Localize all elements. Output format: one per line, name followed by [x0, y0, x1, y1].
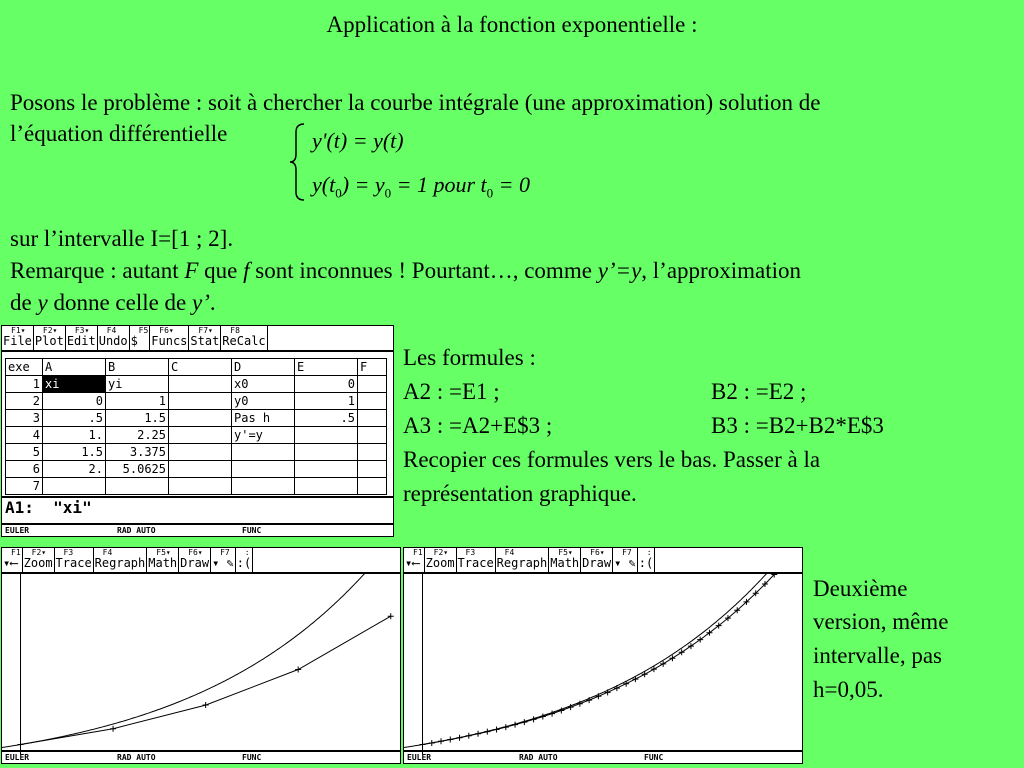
- formula-a3: A3 : =A2+E$3 ;: [403, 413, 553, 438]
- row-number: 2: [6, 393, 43, 410]
- cell[interactable]: x0: [232, 376, 295, 393]
- il3-a: de: [10, 290, 38, 315]
- formulas-heading: Les formules :: [403, 345, 536, 370]
- status-bar: [2, 750, 400, 763]
- menu-tools[interactable]: [2, 548, 23, 572]
- euler-point: [614, 685, 620, 691]
- menu-key: F6▾: [188, 548, 203, 557]
- cell[interactable]: [295, 461, 358, 478]
- col-header[interactable]: F: [358, 359, 387, 376]
- spreadsheet-screen: [1, 325, 394, 537]
- intro-line-2: l’équation différentielle: [10, 121, 228, 146]
- menu-key: F3: [63, 548, 74, 557]
- copy-line-1: Recopier ces formules vers le bas. Passer à la: [403, 447, 821, 472]
- page-title: Application à la fonction exponentielle :: [326, 12, 698, 37]
- euler-point: [110, 726, 116, 732]
- cell[interactable]: [358, 461, 387, 478]
- euler-point: [295, 667, 301, 673]
- plot-area-2: [404, 574, 802, 754]
- menu-edit[interactable]: [66, 326, 98, 350]
- copy-line-2: représentation graphique.: [403, 481, 637, 506]
- table-row: [6, 478, 387, 495]
- menu-math[interactable]: [147, 548, 179, 572]
- cell[interactable]: [232, 444, 295, 461]
- spreadsheet-menubar: [2, 326, 393, 352]
- menu-pencil[interactable]: [613, 548, 638, 572]
- second-version-line-3: intervalle, pas: [813, 643, 943, 668]
- cell[interactable]: yi: [106, 376, 169, 393]
- eq2-sub0: 0: [335, 185, 342, 201]
- il2-F: F: [184, 258, 199, 283]
- col-header[interactable]: E: [295, 359, 358, 376]
- cell[interactable]: [106, 478, 169, 495]
- cell[interactable]: 1: [106, 393, 169, 410]
- cell[interactable]: [358, 410, 387, 427]
- il3-c: .: [209, 290, 216, 315]
- menu-key: :: [244, 548, 250, 557]
- menu-label: Zoom: [425, 556, 455, 570]
- intro-line-1: Posons le problème : soit à chercher la courbe intégrale (une approximation) solution de: [10, 90, 821, 115]
- cell[interactable]: 1.: [43, 427, 106, 444]
- col-header[interactable]: D: [232, 359, 295, 376]
- status-mode: EULER: [5, 526, 30, 535]
- cell[interactable]: [295, 427, 358, 444]
- euler-point: [503, 724, 509, 730]
- menu-zoom[interactable]: [425, 548, 457, 572]
- menu-draw[interactable]: [179, 548, 211, 572]
- table-row: [6, 410, 387, 427]
- menu-label: Edit: [66, 334, 96, 348]
- menu-tools[interactable]: [404, 548, 425, 572]
- menu-key: F4: [504, 548, 515, 557]
- cell[interactable]: [169, 461, 232, 478]
- row-number: 7: [6, 478, 43, 495]
- graph-screen-1: [1, 547, 401, 764]
- menu-label: ▾ ✎: [614, 556, 636, 570]
- graph-menubar: [2, 548, 400, 574]
- eq2-rest: = 1 pour t: [391, 172, 487, 197]
- row-number: 6: [6, 461, 43, 478]
- il2-c: sont inconnues ! Pourtant…, comme: [249, 258, 598, 283]
- euler-point: [447, 737, 453, 743]
- menu-file[interactable]: [2, 326, 34, 350]
- cell[interactable]: [295, 444, 358, 461]
- cell[interactable]: Pas h: [232, 410, 295, 427]
- cell[interactable]: 3.375: [106, 444, 169, 461]
- euler-point: [531, 716, 537, 722]
- menu-key: :: [646, 548, 652, 557]
- menu-key: F4: [102, 548, 113, 557]
- cell[interactable]: 2.: [43, 461, 106, 478]
- menu-pencil[interactable]: [211, 548, 236, 572]
- cell[interactable]: 1.5: [43, 444, 106, 461]
- cell[interactable]: 1: [295, 393, 358, 410]
- row-number: 5: [6, 444, 43, 461]
- row-number: 3: [6, 410, 43, 427]
- cell[interactable]: [43, 478, 106, 495]
- col-header[interactable]: C: [169, 359, 232, 376]
- menu-key: F6▾: [590, 548, 605, 557]
- menu-draw[interactable]: [581, 548, 613, 572]
- plot-area-1: [2, 574, 400, 754]
- menu-label: Undo: [98, 334, 128, 348]
- menu-key: F4: [106, 326, 117, 335]
- menu-label: Stat: [190, 334, 220, 348]
- menu-trace[interactable]: [457, 548, 496, 572]
- menu-label: Funcs: [151, 334, 188, 348]
- status-angle: RAD AUTO: [117, 753, 156, 762]
- system-brace: [288, 122, 308, 202]
- graph-menubar: [404, 548, 802, 574]
- cell[interactable]: 0: [295, 376, 358, 393]
- euler-point: [429, 740, 435, 746]
- eq2-y: y(t: [312, 172, 336, 197]
- row-number: 1: [6, 376, 43, 393]
- cell[interactable]: .5: [43, 410, 106, 427]
- menu-label: Math: [550, 556, 580, 570]
- euler-point: [203, 702, 209, 708]
- menu-label: ▾ ✎: [212, 556, 234, 570]
- eq2-end: = 0: [493, 172, 531, 197]
- table-row: [6, 461, 387, 478]
- menu-label: Trace: [457, 556, 494, 570]
- cell[interactable]: y'=y: [232, 427, 295, 444]
- il3-b: donne celle de: [47, 290, 193, 315]
- menu-trace[interactable]: [55, 548, 94, 572]
- menu-label: File: [3, 334, 32, 348]
- euler-point: [512, 722, 518, 728]
- cell[interactable]: [169, 427, 232, 444]
- menu-recalc[interactable]: [221, 326, 267, 350]
- menu-math[interactable]: [549, 548, 581, 572]
- menu-label: Draw: [582, 556, 612, 570]
- il3-y: y: [37, 290, 48, 315]
- status-angle: RAD AUTO: [519, 753, 558, 762]
- interval-line-2: [10, 254, 801, 288]
- menu-funcs[interactable]: [150, 326, 189, 350]
- menu-key: F5▾: [156, 548, 171, 557]
- menu-label: Draw: [180, 556, 210, 570]
- cell[interactable]: 5.0625: [106, 461, 169, 478]
- cell[interactable]: [358, 444, 387, 461]
- euler-point: [457, 735, 463, 741]
- menu-key: F8: [230, 326, 240, 335]
- menu-key: F2▾: [31, 548, 47, 557]
- formula-b2: B2 : =E2 ;: [711, 379, 807, 404]
- il2-d: , l’approximation: [641, 258, 801, 283]
- menu-key: F5: [138, 326, 149, 335]
- cell[interactable]: [232, 461, 295, 478]
- menu-key: F7▾: [198, 326, 213, 335]
- spreadsheet-grid: [5, 358, 387, 495]
- entry-line[interactable]: A1: "xi": [5, 498, 92, 517]
- euler-point: [679, 649, 685, 655]
- col-header[interactable]: A: [43, 359, 106, 376]
- euler-polyline: [21, 616, 391, 744]
- euler-point: [521, 719, 527, 725]
- menu-key: F2▾: [42, 326, 58, 335]
- eq2-sub1: 0: [384, 185, 392, 201]
- euler-point: [605, 689, 611, 695]
- menu-more[interactable]: [236, 548, 253, 572]
- cell[interactable]: [358, 376, 387, 393]
- menu-label: Plot: [34, 334, 64, 348]
- menu-zoom[interactable]: [23, 548, 55, 572]
- menu-key: F1▾: [11, 326, 26, 335]
- euler-point: [466, 733, 472, 739]
- menu-label: Math: [148, 556, 178, 570]
- second-version-line-4: h=0,05.: [813, 677, 884, 702]
- cell[interactable]: [358, 478, 387, 495]
- cell[interactable]: [358, 427, 387, 444]
- system-equation-2: [312, 172, 530, 201]
- euler-point: [475, 731, 481, 737]
- il2-f: f: [243, 258, 250, 283]
- system-equation-1: y'(t) = y(t): [312, 128, 404, 153]
- menu-regraph[interactable]: [94, 548, 148, 572]
- col-header: exe: [6, 359, 43, 376]
- cell[interactable]: [169, 410, 232, 427]
- menu-label: $: [130, 334, 138, 348]
- formula-b3: B3 : =B2+B2*E$3: [711, 413, 884, 438]
- menu-plot[interactable]: [34, 326, 66, 350]
- exp-curve: [404, 574, 802, 748]
- status-graph: FUNC: [242, 753, 262, 762]
- menu-key: F3▾: [74, 326, 90, 335]
- status-angle: RAD AUTO: [117, 526, 156, 535]
- interval-line-3: [10, 286, 216, 320]
- table-row: [6, 393, 387, 410]
- eq2-sub2: 0: [486, 185, 494, 201]
- second-version-line-1: Deuxième: [813, 576, 908, 601]
- interval-line-1: sur l’intervalle I=[1 ; 2].: [10, 226, 234, 251]
- menu-label: :(: [638, 556, 654, 570]
- menu-key: F7: [622, 548, 632, 557]
- status-bar: [2, 523, 393, 536]
- menu-label: Trace: [55, 556, 92, 570]
- cell[interactable]: [232, 478, 295, 495]
- menu-key: F3: [465, 548, 476, 557]
- menu-stat[interactable]: [189, 326, 221, 350]
- cell[interactable]: [169, 444, 232, 461]
- cell[interactable]: 0: [43, 393, 106, 410]
- menu-label: Regraph: [496, 556, 548, 570]
- exp-curve: [2, 574, 400, 748]
- menu-dollar[interactable]: [130, 326, 151, 350]
- euler-point: [623, 681, 629, 687]
- menu-label: ▾⟵: [3, 556, 18, 570]
- status-mode: EULER: [407, 753, 432, 762]
- cell[interactable]: .5: [295, 410, 358, 427]
- status-mode: EULER: [5, 753, 30, 762]
- graph-screen-2: [403, 547, 803, 764]
- menu-label: :(: [236, 556, 252, 570]
- eq2-mid: ) = y: [341, 172, 385, 197]
- menu-undo[interactable]: [98, 326, 130, 350]
- second-version-line-2: version, même: [813, 609, 949, 634]
- menu-more[interactable]: [638, 548, 655, 572]
- menu-key: F1: [11, 548, 21, 557]
- cell[interactable]: [169, 393, 232, 410]
- formula-a2: A2 : =E1 ;: [403, 379, 500, 404]
- il3-yp: y’: [192, 290, 210, 315]
- cell[interactable]: [169, 478, 232, 495]
- il2-a: Remarque : autant: [10, 258, 185, 283]
- table-row: [6, 444, 387, 461]
- menu-label: ReCalc: [222, 334, 266, 348]
- euler-point: [494, 726, 500, 732]
- cell[interactable]: 1.5: [106, 410, 169, 427]
- header-row: [6, 359, 387, 376]
- status-graph: FUNC: [242, 526, 262, 535]
- il2-b: que: [198, 258, 244, 283]
- status-bar: [404, 750, 802, 763]
- euler-point: [438, 738, 444, 744]
- cell[interactable]: [295, 478, 358, 495]
- euler-point: [18, 742, 24, 748]
- cell[interactable]: y0: [232, 393, 295, 410]
- cell[interactable]: [358, 393, 387, 410]
- row-number: 4: [6, 427, 43, 444]
- menu-regraph[interactable]: [496, 548, 550, 572]
- euler-polyline: [423, 574, 793, 745]
- menu-key: F6▾: [159, 326, 174, 335]
- euler-point: [595, 693, 601, 699]
- col-header[interactable]: B: [106, 359, 169, 376]
- euler-point: [484, 729, 490, 735]
- il2-yp: y’=y: [597, 258, 642, 283]
- status-graph: FUNC: [644, 753, 664, 762]
- menu-key: F7: [220, 548, 230, 557]
- table-row: [6, 376, 387, 393]
- euler-point: [388, 613, 394, 619]
- table-row: [6, 427, 387, 444]
- menu-key: F2▾: [433, 548, 449, 557]
- menu-key: F1: [413, 548, 423, 557]
- menu-key: F5▾: [558, 548, 573, 557]
- cell[interactable]: 2.25: [106, 427, 169, 444]
- cell-selected[interactable]: xi: [43, 376, 106, 393]
- menu-label: Regraph: [94, 556, 146, 570]
- menu-label: ▾⟵: [405, 556, 420, 570]
- cell[interactable]: [169, 376, 232, 393]
- menu-label: Zoom: [23, 556, 53, 570]
- euler-point: [420, 742, 426, 748]
